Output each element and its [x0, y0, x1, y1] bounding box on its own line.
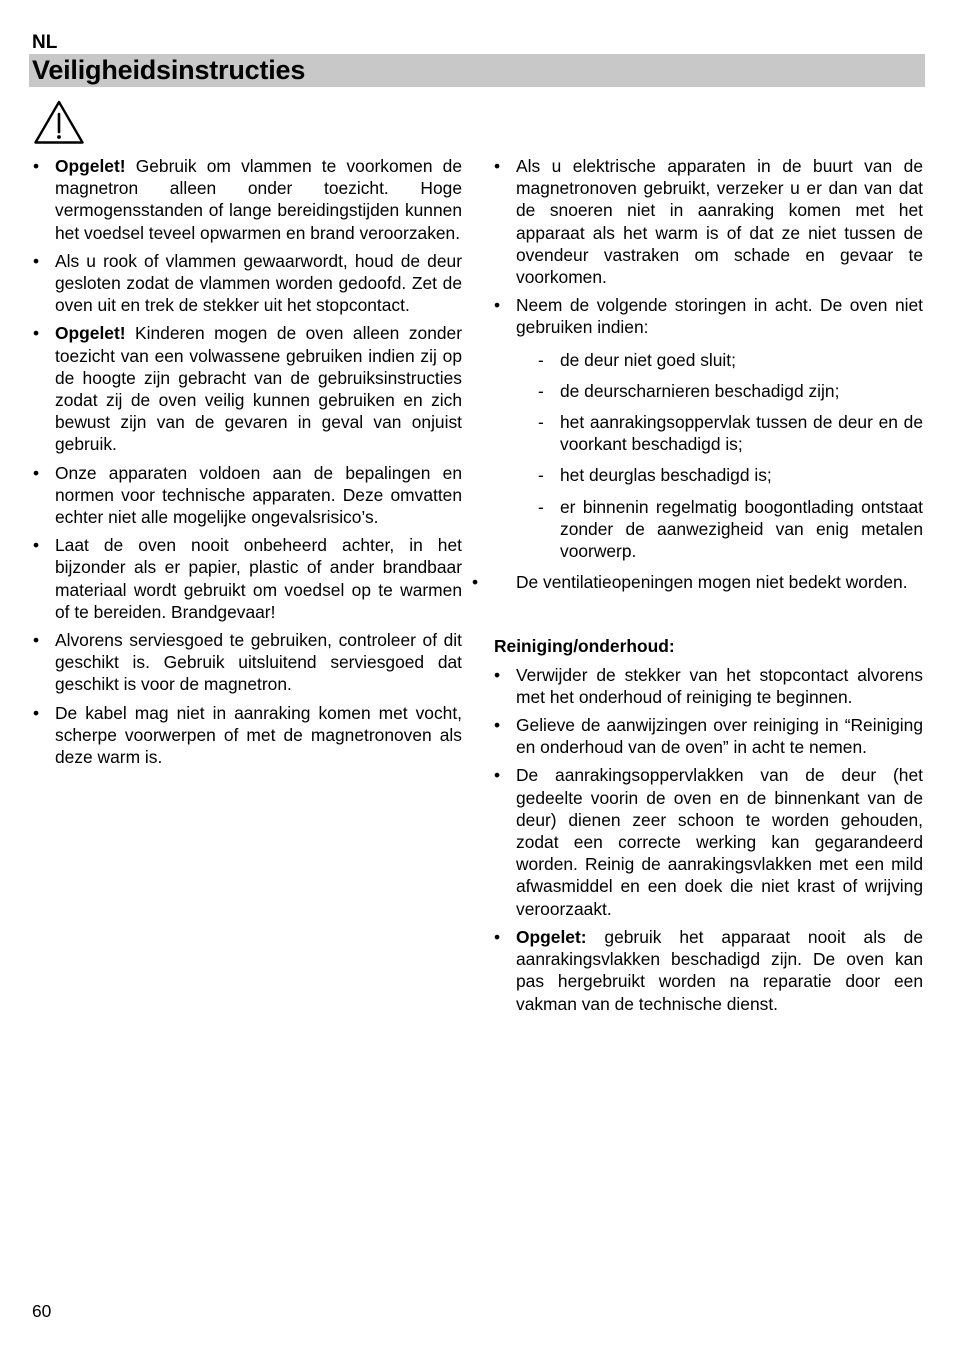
bullet-icon: •: [494, 926, 501, 947]
bullet-icon: •: [33, 323, 40, 344]
item-text: gebruik het apparaat nooit als de aanrakingsvlakken beschadigd zijn. De oven kan pas hergebruikt worden na reparatie door een vakman van de technische dienst.: [516, 926, 923, 1014]
item-text: Gebruik om vlammen te voorkomen de magnetron alleen onder toezicht. Hoge vermogensstanden of lange bereidingstijden kunnen het voedsel teveel opwarmen en brand veroorzaken.: [55, 156, 462, 243]
list-item: [494, 155, 923, 288]
item-text: De ventilatieopeningen mogen niet bedekt worden.: [516, 572, 908, 593]
list-item: [33, 250, 462, 317]
list-item: [472, 571, 923, 593]
safety-list-right: [472, 155, 923, 593]
bullet-icon: •: [494, 295, 501, 316]
list-item: [33, 534, 462, 623]
malfunction-list: [516, 349, 923, 563]
right-column: [472, 155, 923, 1021]
list-item: [494, 764, 923, 919]
item-text: Verwijder de stekker van het stopcontact alvorens met het onderhoud of reiniging te beginnen.: [516, 664, 923, 707]
sub-list-item: [516, 380, 923, 402]
dash-icon: -: [538, 349, 544, 370]
list-item: [33, 155, 462, 244]
warning-label: Opgelet!: [55, 156, 126, 176]
item-text: Laat de oven nooit onbeheerd achter, in het bijzonder als er papier, plastic of ander brandbaar materiaal wordt gebruikt om voedsel op te warmen of te bereiden. Brandgevaar!: [55, 535, 462, 622]
list-item: [494, 294, 923, 562]
item-text: De kabel mag niet in aanraking komen met vocht, scherpe voorwerpen of met de magnetronoven als deze warm is.: [55, 702, 462, 768]
bullet-icon: •: [494, 664, 501, 685]
item-text: Onze apparaten voldoen aan de bepalingen en normen voor technische apparaten. Deze omvatten echter niet alle mogelijke ongevalsrisico’s.: [55, 462, 462, 528]
bullet-icon: •: [472, 572, 479, 593]
page-title: Veiligheidsinstructies: [32, 55, 306, 85]
sub-list-item: [516, 464, 923, 486]
sub-item-text: de deurscharnieren beschadigd zijn;: [560, 380, 840, 401]
list-item: [33, 702, 462, 769]
list-item: [33, 629, 462, 696]
safety-list-left: [33, 155, 462, 768]
warning-triangle-icon: [33, 99, 85, 145]
bullet-icon: •: [494, 715, 501, 736]
warning-label: Opgelet:: [516, 926, 587, 947]
list-item: [33, 322, 462, 455]
dash-icon: -: [538, 380, 544, 401]
list-item: [494, 714, 923, 758]
bullet-icon: •: [494, 156, 501, 176]
sub-list-item: [516, 496, 923, 563]
item-text: Als u elektrische apparaten in de buurt van de magnetronoven gebruikt, verzeker u er dan van dat de snoeren niet in aanraking komen met het apparaat als het warm is of dat ze niet tussen de ovendeur vastraken om schade en gevaar te voorkomen.: [516, 156, 923, 288]
sub-item-text: het deurglas beschadigd is;: [560, 465, 772, 486]
language-label: NL: [32, 32, 58, 53]
bullet-icon: •: [33, 630, 40, 651]
item-text: Gelieve de aanwijzingen over reiniging in “Reiniging en onderhoud van de oven” in acht te nemen.: [516, 715, 923, 758]
bullet-icon: •: [33, 156, 40, 176]
bullet-icon: •: [33, 702, 40, 723]
dash-icon: -: [538, 496, 544, 517]
left-column: [33, 155, 462, 774]
item-text: Kinderen mogen de oven alleen zonder toezicht van een volwassene gebruiken indien zij op de hoogte zijn gebracht van de gebruiksinstructies zodat zij de oven veilig kunnen gebruiken en zich bewust zijn van de gevaren in geval van onjuist gebruik.: [55, 323, 462, 455]
sub-item-text: de deur niet goed sluit;: [560, 349, 736, 370]
dash-icon: -: [538, 412, 544, 433]
bullet-icon: •: [494, 765, 501, 786]
sub-item-text: er binnenin regelmatig boogontlading ontstaat zonder de aanwezigheid van enig metalen voorwerp.: [560, 496, 923, 562]
sub-item-text: het aanrakingsoppervlak tussen de deur en de voorkant beschadigd is;: [560, 412, 923, 455]
bullet-icon: •: [33, 535, 40, 556]
list-item: [494, 664, 923, 708]
item-text: De aanrakingsoppervlakken van de deur (het gedeelte voorin de oven en de binnenkant van de deur) dienen zeer schoon te worden gehouden, zodat een correcte werking kan gegarandeerd worden. Reinig de aanrakingsvlakken met een mild afwasmiddel en een doek die niet krast of wrijving veroorzaakt.: [516, 765, 923, 919]
list-item: [494, 926, 923, 1015]
dash-icon: -: [538, 465, 544, 486]
title-bar: [29, 54, 925, 87]
bullet-icon: •: [33, 462, 40, 483]
section-heading: Reiniging/onderhoud:: [494, 636, 675, 657]
sub-list-item: [516, 349, 923, 371]
maintenance-list: [494, 664, 923, 1015]
sub-list-item: [516, 411, 923, 455]
item-text: Alvorens serviesgoed te gebruiken, controleer of dit geschikt is. Gebruik uitsluitend serviesgoed dat geschikt is voor de magnetron.: [55, 630, 462, 695]
bullet-icon: •: [33, 250, 40, 271]
item-text: Als u rook of vlammen gewaarwordt, houd de deur gesloten zodat de vlammen worden gedoofd. Zet de oven uit en trek de stekker uit het stopcontact.: [55, 250, 462, 316]
warning-label: Opgelet!: [55, 323, 126, 344]
list-item: [33, 462, 462, 529]
item-text: Neem de volgende storingen in acht. De oven niet gebruiken indien:: [516, 295, 923, 338]
page-number: 60: [32, 1301, 52, 1321]
